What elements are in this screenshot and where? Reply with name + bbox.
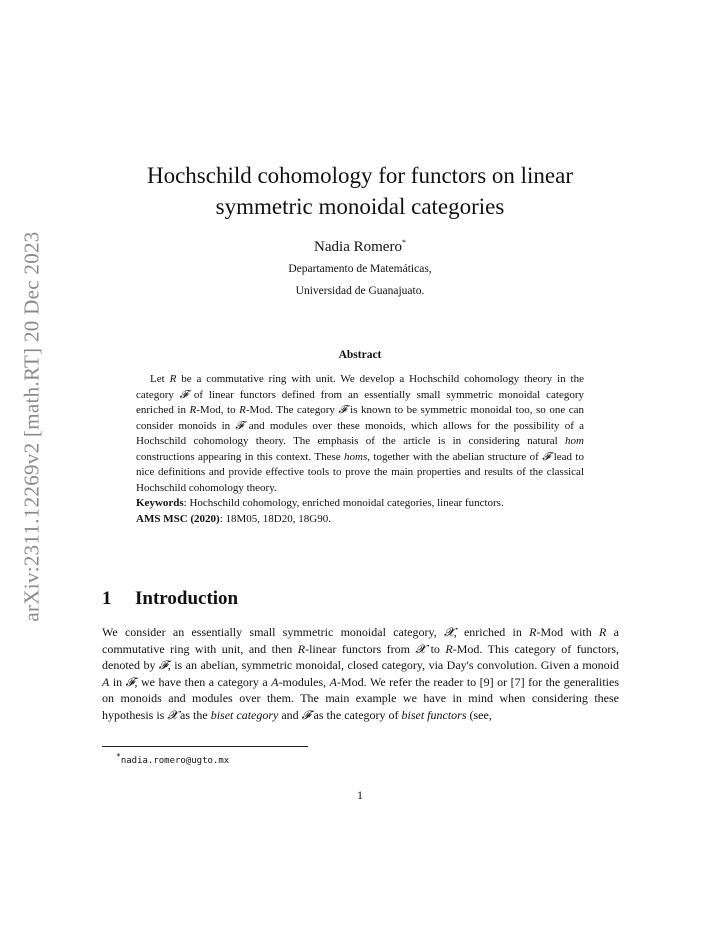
section-heading-introduction xyxy=(102,588,238,610)
page-number: 1 xyxy=(357,788,363,802)
title-line-2: symmetric monoidal categories xyxy=(215,194,505,219)
author-footnote-mark: * xyxy=(401,238,406,247)
keywords-text: : Hochschild cohomology, enriched monoidal categories, linear functors. xyxy=(183,497,504,509)
msc-classification xyxy=(136,512,584,528)
author-name xyxy=(100,238,620,256)
section-title: Introduction xyxy=(135,588,239,609)
author-name-text: Nadia Romero xyxy=(314,239,402,255)
section-number: 1 xyxy=(102,588,112,609)
affiliation-line-1: Departamento de Matemáticas, xyxy=(288,263,432,275)
arxiv-side-stamp xyxy=(14,206,50,646)
msc-label: AMS MSC (2020) xyxy=(136,512,220,525)
abstract-heading: Abstract xyxy=(338,349,382,361)
arxiv-identifier: arXiv:2311.12269v2 [math.RT] 20 Dec 2023 xyxy=(19,230,44,622)
footnote-mark: * xyxy=(116,752,121,761)
footnote-email xyxy=(116,752,229,766)
keywords xyxy=(136,496,584,512)
affiliation-line-2: Universidad de Guanajuato. xyxy=(295,285,425,297)
intro-paragraph: We consider an essentially small symmetric monoidal category, 𝓧, enriched in R-Mod with R a commutative ring with unit, and then R-linear functors from 𝓧 to R-Mod. This category of functors, denoted by 𝓕, is an abelian, symmetric monoidal, closed category, via Day's convolution. Given a monoid A in 𝓕, we have then a category a A-modules, A-Mod. We refer the reader to [9] or [7] for the generalities on monoids and modules over them. The main example we have in mind when considering these hypothesis is 𝓧 as the biset category and 𝓕 as the category of biset functors (see, xyxy=(102,625,620,722)
msc-codes: : 18M05, 18D20, 18G90. xyxy=(219,512,331,525)
introduction-body xyxy=(102,624,619,723)
abstract-paragraph: Let R be a commutative ring with unit. We develop a Hochschild cohomology theory in the category 𝓕 of linear functors defined from an essentially small symmetric monoidal category enriched in R-Mod, to R-Mod. The category 𝓕 is known to be symmetric monoidal too, so one can consider monoids in 𝓕 and modules over these monoids, which allows for the possibility of a Hochschild cohomology theory. The emphasis of the article is in considering natural hom constructions appearing in this context. These homs, together with the abelian structure of 𝓕 lead to nice definitions and provide effective tools to prove the main properties and results of the classical Hochschild cohomology theory. xyxy=(136,373,585,494)
title-line-1: Hochschild cohomology for functors on linear xyxy=(146,163,574,188)
keywords-label: Keywords xyxy=(136,497,184,509)
paper-title xyxy=(100,160,620,222)
footnote-rule xyxy=(102,746,308,747)
footnote-email-text: nadia.romero@ugto.mx xyxy=(120,756,230,766)
abstract-body xyxy=(136,372,584,527)
